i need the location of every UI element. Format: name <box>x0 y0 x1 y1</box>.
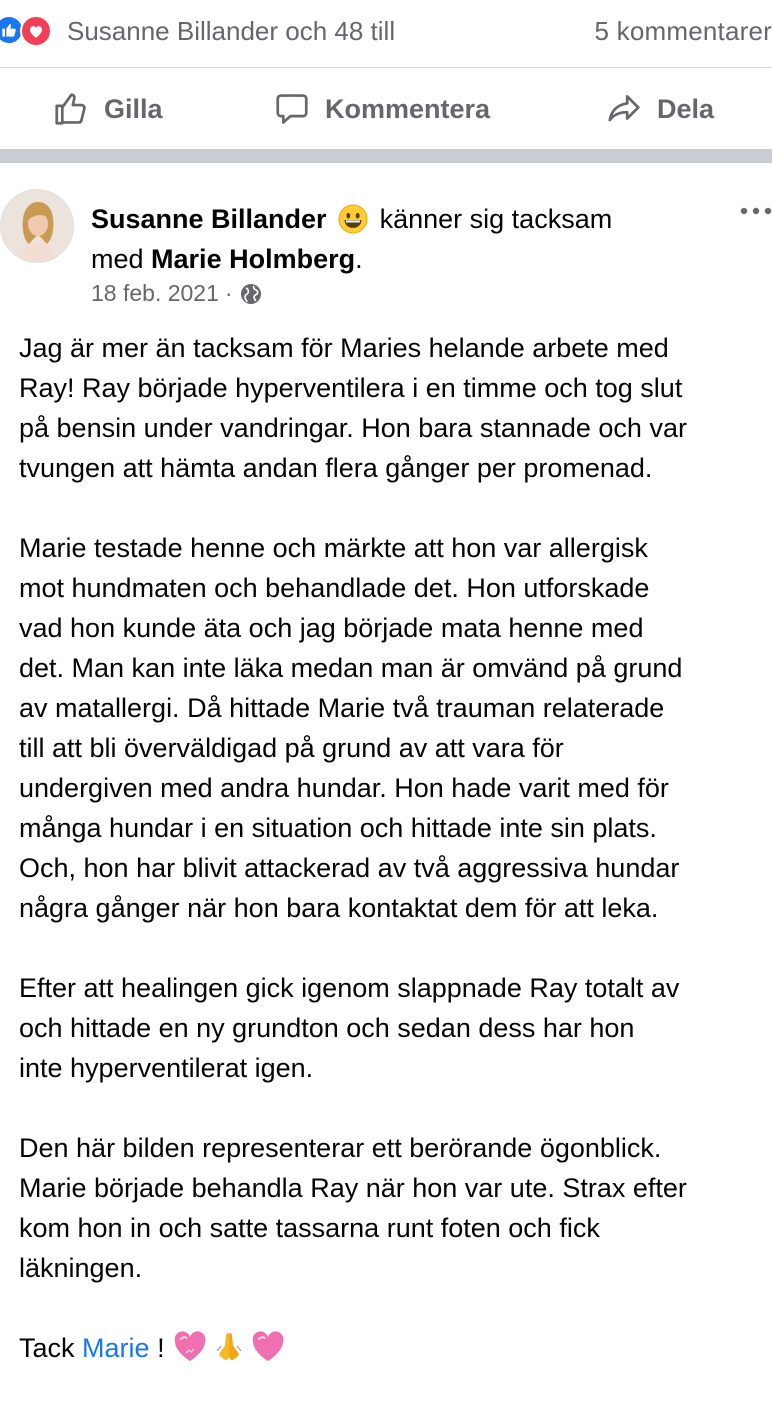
text-line: och hittade en ny grundton och sedan dess har hon <box>19 1013 635 1043</box>
thumbs-up-icon <box>52 90 90 128</box>
post-header <box>0 163 772 313</box>
pink-heart-icon <box>172 1329 208 1365</box>
share-button[interactable] <box>605 69 714 149</box>
comment-button[interactable] <box>273 69 490 149</box>
comment-label: Kommentera <box>325 93 491 124</box>
text-line: till att bli överväldigad på grund av att vara för <box>19 733 564 763</box>
post-date[interactable]: 18 feb. 2021 <box>91 280 219 306</box>
text-line: Den här bilden representerar ett berörande ögonblick. <box>19 1133 662 1163</box>
post-body <box>19 328 772 1408</box>
text-line: undergiven med andra hundar. Hon hade varit med för <box>19 773 669 803</box>
paragraph-1 <box>19 328 772 488</box>
text-line: vad hon kunde äta och jag började mata henne med <box>19 613 644 643</box>
text-line: Ray! Ray började hyperventilera i en timme och tog slut <box>19 373 683 403</box>
reactors-text[interactable]: Susanne Billander och 48 till <box>67 16 396 46</box>
paragraph-4 <box>19 1128 772 1288</box>
text-line: läkningen. <box>19 1253 143 1283</box>
text-line: mot hundmaten och behandlade det. Hon utforskade <box>19 573 650 603</box>
text-line: Marie testade henne och märkte att hon var allergisk <box>19 533 648 563</box>
share-arrow-icon <box>605 90 643 128</box>
post-header-text <box>91 199 711 279</box>
post-actions <box>0 69 772 149</box>
praying-hands-icon <box>211 1329 247 1365</box>
post-meta <box>91 280 263 307</box>
text-line: av matallergi. Då hittade Marie två trauman relaterade <box>19 693 665 723</box>
tagged-suffix: . <box>355 244 363 274</box>
tagged-person[interactable]: Marie Holmberg <box>151 244 356 274</box>
like-button[interactable] <box>52 69 163 149</box>
text-line: det. Man kan inte läka medan man är omvänd på grund <box>19 653 683 683</box>
avatar[interactable] <box>0 189 74 263</box>
paragraph-2 <box>19 528 772 928</box>
text-line: kom hon in och satte tassarna runt foten och fick <box>19 1213 600 1243</box>
love-icon <box>20 15 52 47</box>
share-label: Dela <box>657 93 715 124</box>
section-divider <box>0 149 772 163</box>
globe-icon <box>239 282 263 306</box>
more-options-icon[interactable] <box>736 201 772 221</box>
pink-heart-icon <box>250 1329 286 1365</box>
paragraph-3 <box>19 968 772 1088</box>
comments-count[interactable]: 5 kommentarer <box>594 16 772 46</box>
text-line: Efter att healingen gick igenom slappnade Ray totalt av <box>19 973 680 1003</box>
closing-prefix: Tack <box>19 1333 75 1363</box>
author-name[interactable]: Susanne Billander <box>91 204 327 234</box>
text-line: några gånger när hon bara kontaktat dem för att leka. <box>19 893 659 923</box>
text-line: många hundar i en situation och hittade inte sin plats. <box>19 813 657 843</box>
meta-separator: · <box>224 280 233 306</box>
grinning-face-icon <box>338 204 368 234</box>
text-line: på bensin under vandringar. Hon bara stannade och var <box>19 413 687 443</box>
text-line: Marie började behandla Ray när hon var ute. Strax efter <box>19 1173 687 1203</box>
text-line: tvungen att hämta andan flera gånger per promenad. <box>19 453 653 483</box>
like-label: Gilla <box>104 93 163 124</box>
speech-bubble-icon <box>273 90 311 128</box>
with-text: med <box>91 244 144 274</box>
text-line: inte hyperventilerat igen. <box>19 1053 314 1083</box>
text-line: Och, hon har blivit attackerad av två aggressiva hundar <box>19 853 680 883</box>
closing-line <box>19 1328 772 1368</box>
feeling-text: känner sig tacksam <box>379 204 613 234</box>
mention-marie[interactable]: Marie <box>82 1333 150 1363</box>
closing-suffix: ! <box>157 1333 165 1363</box>
reaction-icons[interactable] <box>0 15 64 45</box>
reactions-summary[interactable] <box>0 0 772 68</box>
text-line: Jag är mer än tacksam för Maries helande arbete med <box>19 333 669 363</box>
